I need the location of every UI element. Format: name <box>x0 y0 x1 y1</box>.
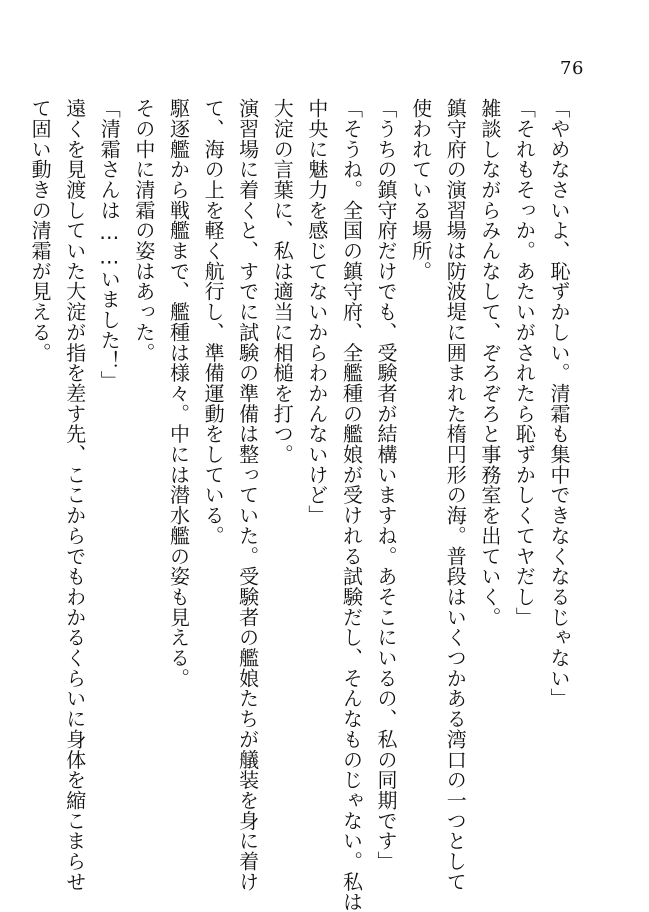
text-line: 「うちの鎮守府だけでも、受験者が結構いますね。あそこにいるの、私の同期です」 <box>374 98 399 872</box>
text-line: 「それもそっか。あたいがされたら恥ずかしくてヤだし」 <box>512 98 537 628</box>
page-number: 76 <box>560 58 584 79</box>
text-line: 大淀の言葉に、私は適当に相槌を打つ。 <box>270 98 295 465</box>
text-line: 演習場に着くと、すでに試験の準備は整っていた。受験者の艦娘たちが艤装を身に着け <box>235 98 260 892</box>
text-line: 「清霜さんは……いました！」 <box>97 98 122 391</box>
text-line: 「そうね。全国の鎮守府、全艦種の艦娘が受けれる試験だし、そんなものじゃない。私は <box>339 98 364 912</box>
text-line: て、海の上を軽く航行し、準備運動をしている。 <box>201 98 226 546</box>
text-line: 鎮守府の演習場は防波堤に囲まれた楕円形の海。普段はいくつかある湾口の一つとして <box>443 98 468 892</box>
text-line: て固い動きの清霜が見える。 <box>28 98 53 363</box>
text-line: 駆逐艦から戦艦まで、艦種は様々。中には潜水艦の姿も見える。 <box>166 98 191 689</box>
text-line: 遠くを見渡していた大淀が指を差す先、ここからでもわかるくらいに身体を縮こまらせ <box>62 98 87 892</box>
text-line: その中に清霜の姿はあった。 <box>131 98 156 363</box>
text-line: 中央に魅力を感じてないからわかんないけど」 <box>304 98 329 526</box>
text-line: 雑談しながらみんなして、ぞろぞろと事務室を出ていく。 <box>477 98 502 628</box>
text-line: 使われている場所。 <box>408 98 433 282</box>
vertical-text-body <box>28 98 576 912</box>
text-line: 「やめなさいよ、恥ずかしい。清霜も集中できなくなるじゃない」 <box>547 98 571 709</box>
